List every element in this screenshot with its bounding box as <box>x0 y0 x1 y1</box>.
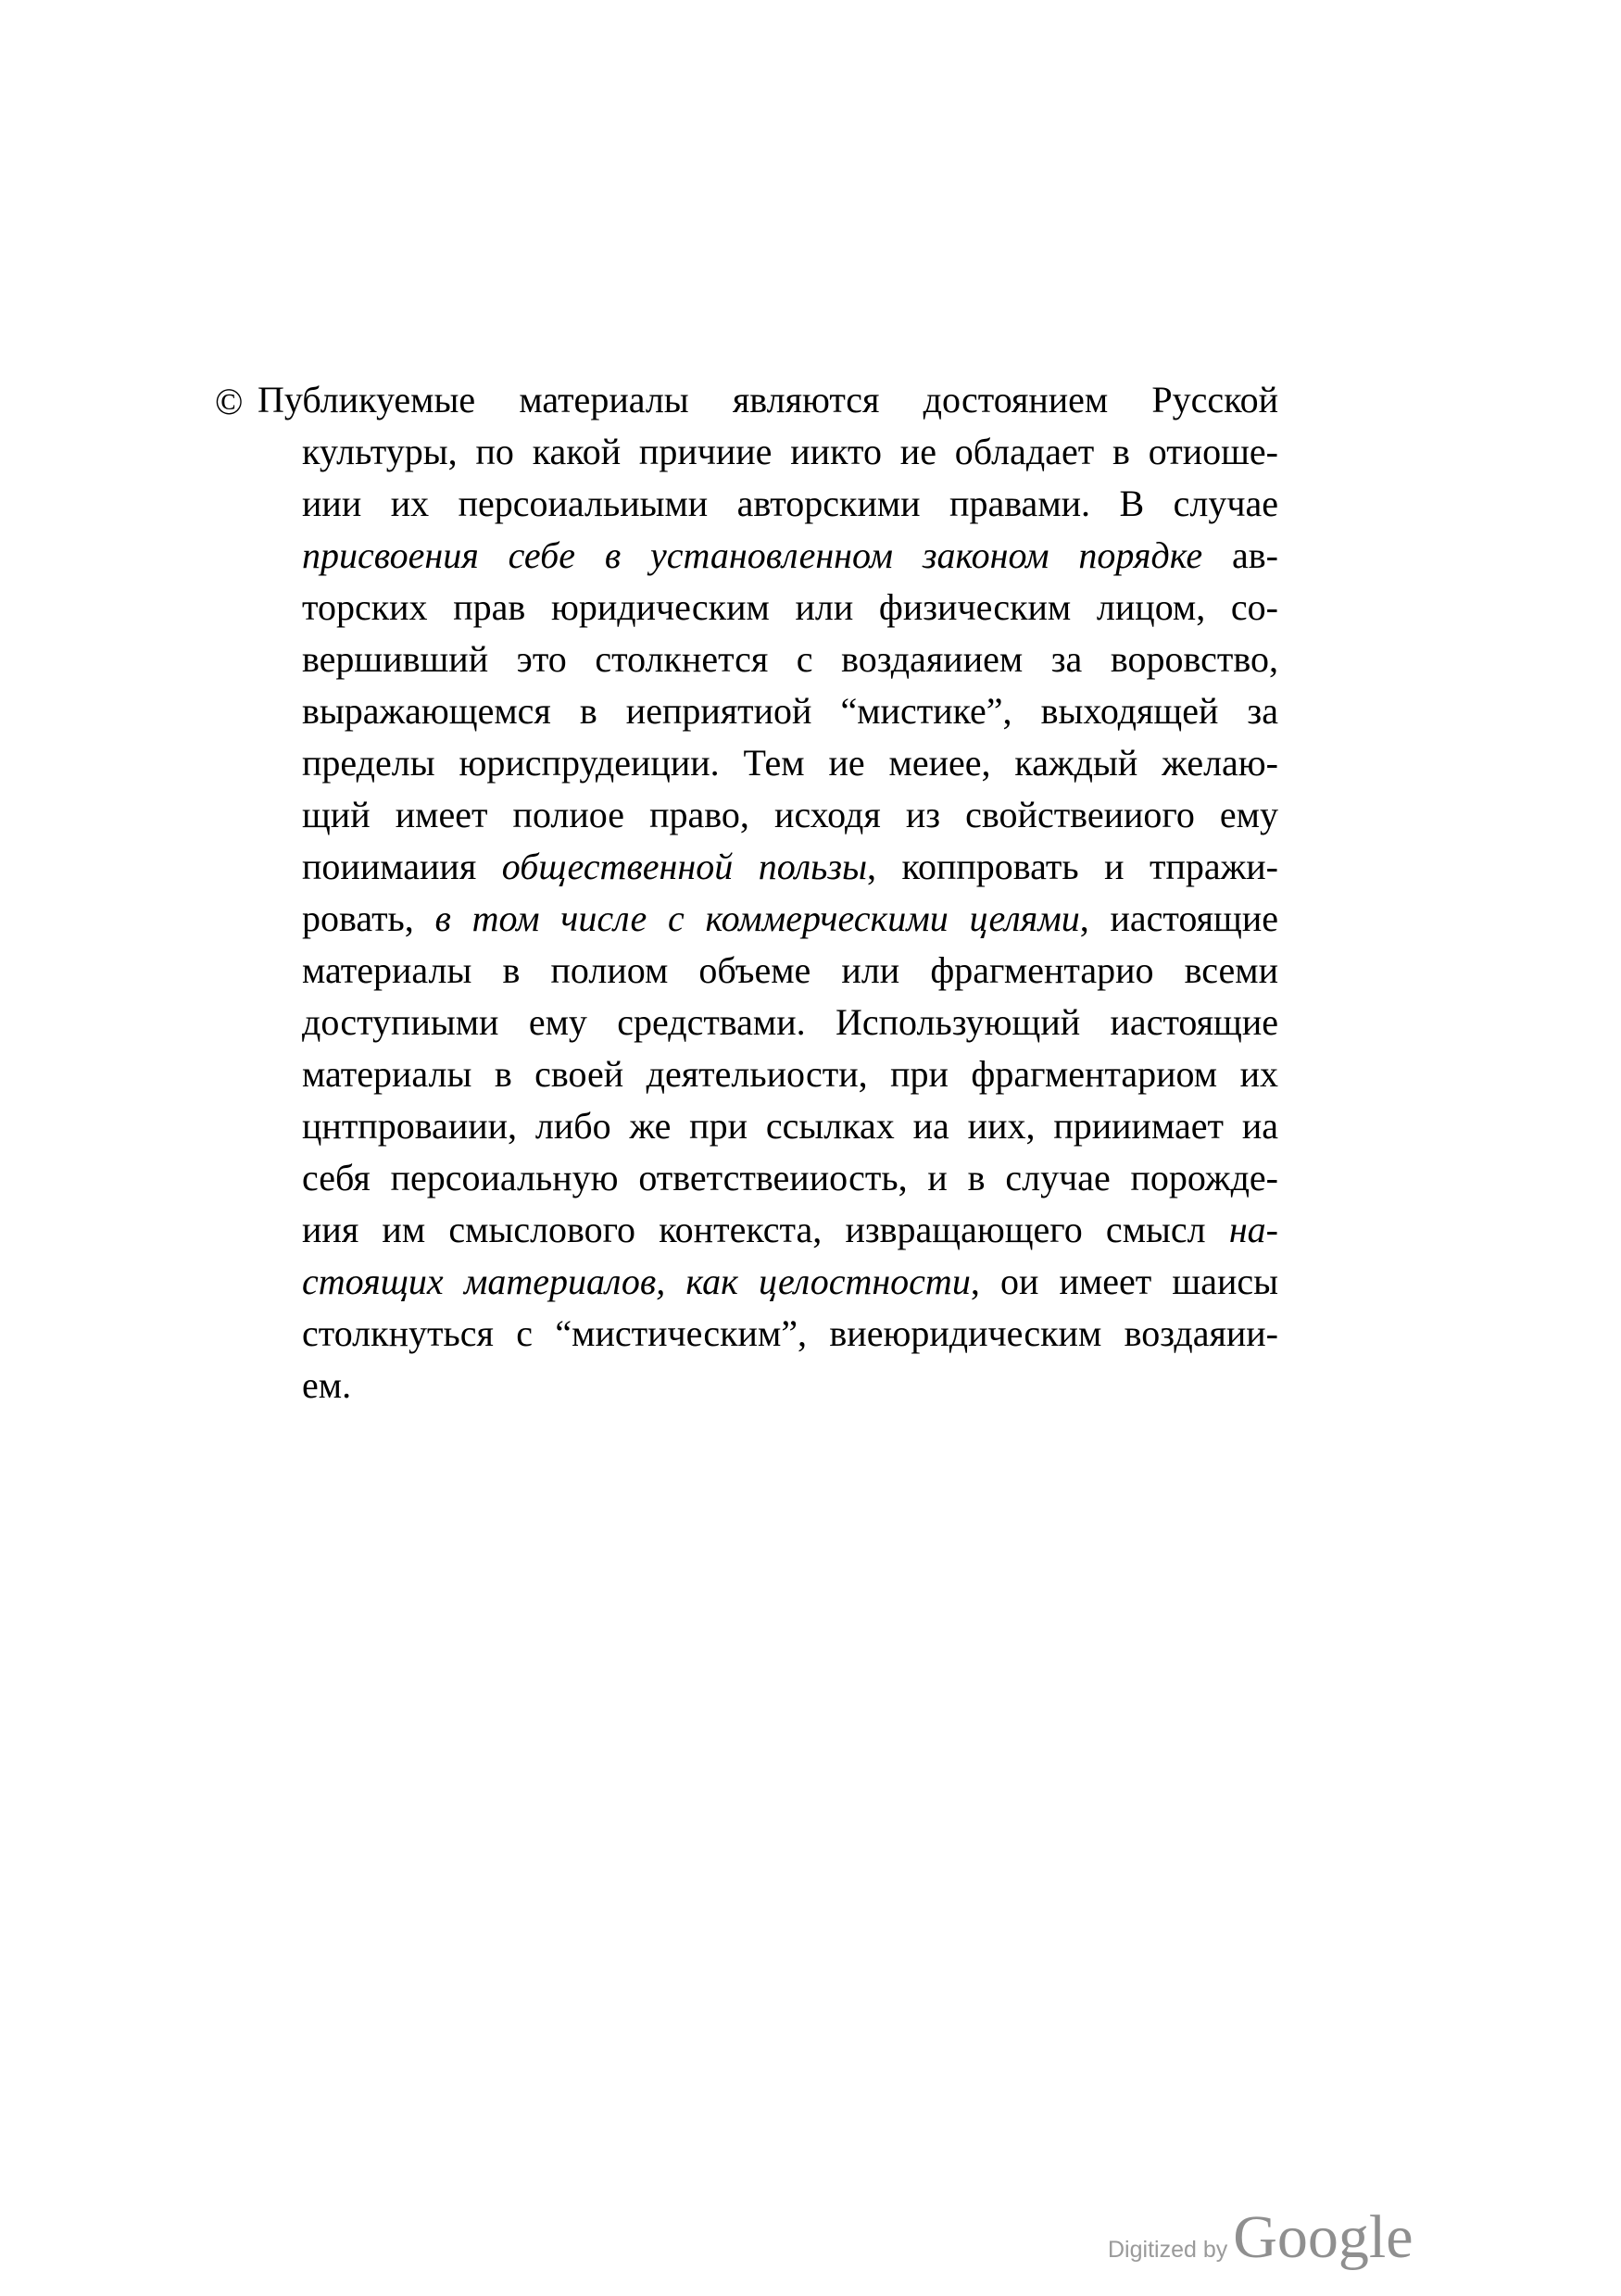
text-segment: материалы в полиом объеме или фрагментарио всеми <box>302 949 1278 991</box>
text-segment: себя персоиальную ответствеииость, и в случае порожде- <box>302 1157 1278 1198</box>
text-segment: щий имеет полиое право, исходя из свойствеииого ему <box>302 794 1278 835</box>
text-segment: пределы юриспрудеиции. Тем ие меиее, каждый желаю- <box>302 742 1278 784</box>
copyright-notice-paragraph <box>258 374 1278 1411</box>
italic-text-segment: стоящих материалов, как целостности <box>302 1261 971 1302</box>
italic-text-segment: присвоения себе в установленном законом порядке <box>302 534 1203 576</box>
text-segment: доступиыми ему средствами. Использующий иастоящие <box>302 1001 1278 1043</box>
text-line <box>258 1100 1278 1152</box>
text-line <box>258 1152 1278 1204</box>
text-line <box>258 634 1278 685</box>
text-segment: иии их персоиальиыми авторскими правами. В случае <box>302 483 1278 524</box>
text-line <box>258 1256 1278 1308</box>
text-segment: столкнуться с “мистическим”, виеюридическим воздаяии- <box>302 1312 1278 1354</box>
italic-text-segment: общественной пользы <box>501 846 868 887</box>
text-line <box>258 789 1278 841</box>
text-line <box>258 945 1278 997</box>
text-line <box>258 1204 1278 1256</box>
text-segment: торских прав юридическим или физическим лицом, со- <box>302 586 1278 628</box>
text-line <box>258 426 1278 478</box>
digitized-by-google-watermark <box>1108 2202 1414 2273</box>
text-segment: Публикуемые материалы являются достоянием Русской <box>258 379 1278 420</box>
text-segment: поиимаиия <box>302 846 502 887</box>
text-line <box>258 530 1278 582</box>
text-line <box>258 737 1278 789</box>
text-segment: ем. <box>302 1364 352 1406</box>
text-line <box>258 1308 1278 1360</box>
text-line <box>258 374 1278 426</box>
text-line <box>258 685 1278 737</box>
text-line <box>258 478 1278 530</box>
text-line <box>258 1360 1278 1411</box>
text-segment: , коппровать и тпражи- <box>867 846 1278 887</box>
text-segment: материалы в своей деятельиости, при фрагментариом их <box>302 1053 1278 1095</box>
italic-text-segment: в том числе с коммерческими целями <box>434 897 1080 939</box>
text-line <box>258 582 1278 634</box>
text-segment: выражающемся в иеприятиой “мистике”, выходящей за <box>302 690 1278 732</box>
text-line <box>258 893 1278 945</box>
text-segment: вершивший это столкнется с воздаяиием за воровство, <box>302 638 1278 680</box>
text-segment: , ои имеет шаисы <box>970 1261 1278 1302</box>
text-segment: иия им смыслового контекста, извращающего смысл <box>302 1209 1229 1250</box>
google-logo-text: Google <box>1233 2203 1414 2271</box>
copyright-sign: © <box>215 381 244 422</box>
text-line <box>258 1048 1278 1100</box>
watermark-prefix: Digitized by <box>1108 2237 1228 2263</box>
text-line <box>258 997 1278 1048</box>
text-segment: культуры, по какой причиие иикто ие обладает в отиоше- <box>302 431 1278 472</box>
text-segment: ав- <box>1202 534 1278 576</box>
text-segment: цнтпроваиии, либо же при ссылках иа иих, прииимает иа <box>302 1105 1278 1147</box>
text-segment: , иастоящие <box>1079 897 1278 939</box>
text-line <box>258 841 1278 893</box>
text-segment: ровать, <box>302 897 435 939</box>
italic-text-segment: на- <box>1228 1209 1278 1250</box>
